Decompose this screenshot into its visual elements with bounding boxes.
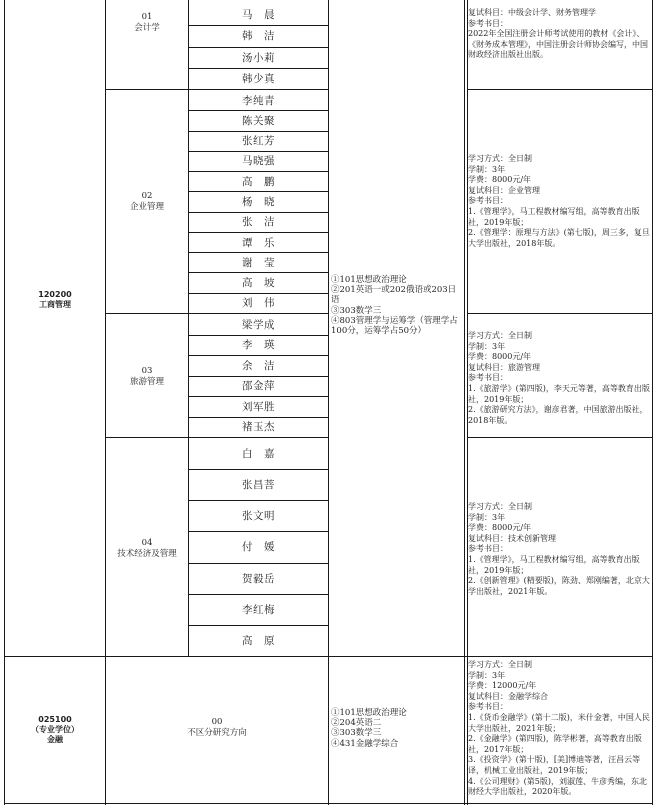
direction-label — [106, 538, 188, 560]
exam-subjects: ①101思想政治理论 ②201英语一或202俄语或203日语 ③303数学三 ④803管理学与运筹学（管理学占100分，运筹学占50分） — [331, 275, 458, 337]
direction-label — [106, 366, 188, 388]
teacher-name: 白 嘉 — [242, 448, 275, 461]
teacher-name: 高 坡 — [242, 277, 275, 290]
direction-info: 学习方式：全日制 学制：3年 学费：12000元/年 复试科目：金融学综合 参考书目： 1.《货币金融学》(第十二版)，米什金著，中国人民大学出版社，2021年版； 2.《金融学》(第四版)，陈学彬著，高等教育出版社，2017年版； 3.《投资学》(第十版)，[美]博迪等著，汪昌云等译，机械工业出版社，2019年版； 4.《公司理财》(第5版)，刘淑莲、牛彦秀编，东北财经大学出版社，2020年版。 — [468, 660, 650, 797]
program-type: （专业学位） — [31, 725, 79, 734]
teacher-name: 刘军胜 — [242, 400, 275, 413]
program-divider — [4, 656, 653, 657]
table-border-left — [4, 0, 5, 805]
teacher-name: 褚玉杰 — [242, 421, 275, 434]
teacher-name: 杨 晓 — [242, 195, 275, 208]
direction-name: 不区分研究方向 — [187, 728, 247, 738]
teacher-name: 谭 乐 — [242, 236, 275, 249]
teacher-name: 邵金萍 — [242, 380, 275, 393]
direction-name: 旅游管理 — [129, 377, 164, 387]
teacher-name: 韩 洁 — [242, 30, 275, 43]
teacher-name: 李 瑛 — [242, 339, 275, 352]
teacher-name: 马晓强 — [242, 155, 275, 168]
direction-id: 04 — [141, 538, 153, 548]
teacher-name: 李红梅 — [242, 603, 275, 616]
program-name: 工商管理 — [39, 300, 71, 309]
teacher-name: 高 原 — [242, 634, 275, 647]
direction-divider — [467, 437, 653, 438]
teacher-name: 韩少真 — [242, 72, 275, 85]
direction-info: 复试科目：中级会计学、财务管理学 参考书目： 2022年全国注册会计师考试使用的教材《会计》、《财务成本管理》，中国注册会计师协会编写，中国财政经济出版社出版。 — [468, 8, 648, 60]
teacher-name: 余 洁 — [242, 359, 275, 372]
teacher-name: 高 鹏 — [242, 175, 275, 188]
program-code: 120200 — [38, 290, 72, 299]
direction-id: 01 — [141, 12, 153, 22]
direction-info: 学习方式：全日制 学制：3年 学费：8000元/年 复试科目：旅游管理 参考书目： 1.《旅游学》(第四版)，李天元等著，高等教育出版社，2019年版； 2.《旅游研究方法》，谢彦君著，中国旅游出版社，2018年版。 — [468, 331, 650, 425]
column-divider — [328, 0, 329, 805]
column-divider — [105, 0, 106, 805]
direction-info: 学习方式：全日制 学制：3年 学费：8000元/年 复试科目：企业管理 参考书目： 1.《管理学》，马工程教材编写组，高等教育出版社，2019年版； 2.《管理学：原理与方法》(第七版)，周三多，复旦大学出版社，2018年版。 — [468, 154, 650, 248]
teacher-name: 张昌菩 — [242, 479, 275, 492]
teacher-name: 刘 伟 — [242, 297, 275, 310]
teacher-name: 张红芳 — [242, 135, 275, 148]
teacher-name: 梁学成 — [242, 318, 275, 331]
direction-id: 02 — [141, 191, 153, 201]
teacher-name: 马 晨 — [242, 9, 275, 22]
direction-divider — [467, 89, 653, 90]
teacher-name: 张文明 — [242, 510, 275, 523]
direction-label — [106, 191, 188, 213]
direction-info: 学习方式：全日制 学制：3年 学费：8000元/年 复试科目：技术创新管理 参考书目： 1.《管理学》，马工程教材编写组，高等教育出版社，2019年版； 2.《创新管理》(精要版)，陈劲、郑刚编著，北京大学出版社，2021年版。 — [468, 502, 650, 596]
teacher-name: 陈关聚 — [242, 114, 275, 127]
teacher-name: 贺毅岳 — [242, 572, 275, 585]
direction-name: 会计学 — [134, 23, 160, 33]
column-divider — [464, 0, 465, 805]
direction-name: 企业管理 — [129, 202, 164, 212]
table-border-right — [652, 0, 653, 805]
program-code: 025100 — [38, 715, 72, 724]
program-code-cell — [5, 712, 105, 748]
teacher-name: 张 洁 — [242, 216, 275, 229]
direction-label — [106, 12, 188, 34]
direction-label — [106, 717, 328, 739]
program-name: 金融 — [47, 735, 63, 744]
direction-divider — [467, 313, 653, 314]
exam-subjects: ①101思想政治理论 ②204英语二 ③303数学三 ④431金融学综合 — [331, 708, 407, 749]
direction-name: 技术经济及管理 — [117, 549, 177, 559]
program-code-cell — [5, 280, 105, 320]
teacher-name: 付 媛 — [242, 541, 275, 554]
teacher-name: 汤小莉 — [242, 51, 275, 64]
teacher-name: 谢 莹 — [242, 256, 275, 269]
teacher-name: 李纯青 — [242, 94, 275, 107]
direction-id: 03 — [141, 366, 153, 376]
direction-id: 00 — [211, 717, 223, 727]
table-border-bottom — [4, 803, 653, 804]
